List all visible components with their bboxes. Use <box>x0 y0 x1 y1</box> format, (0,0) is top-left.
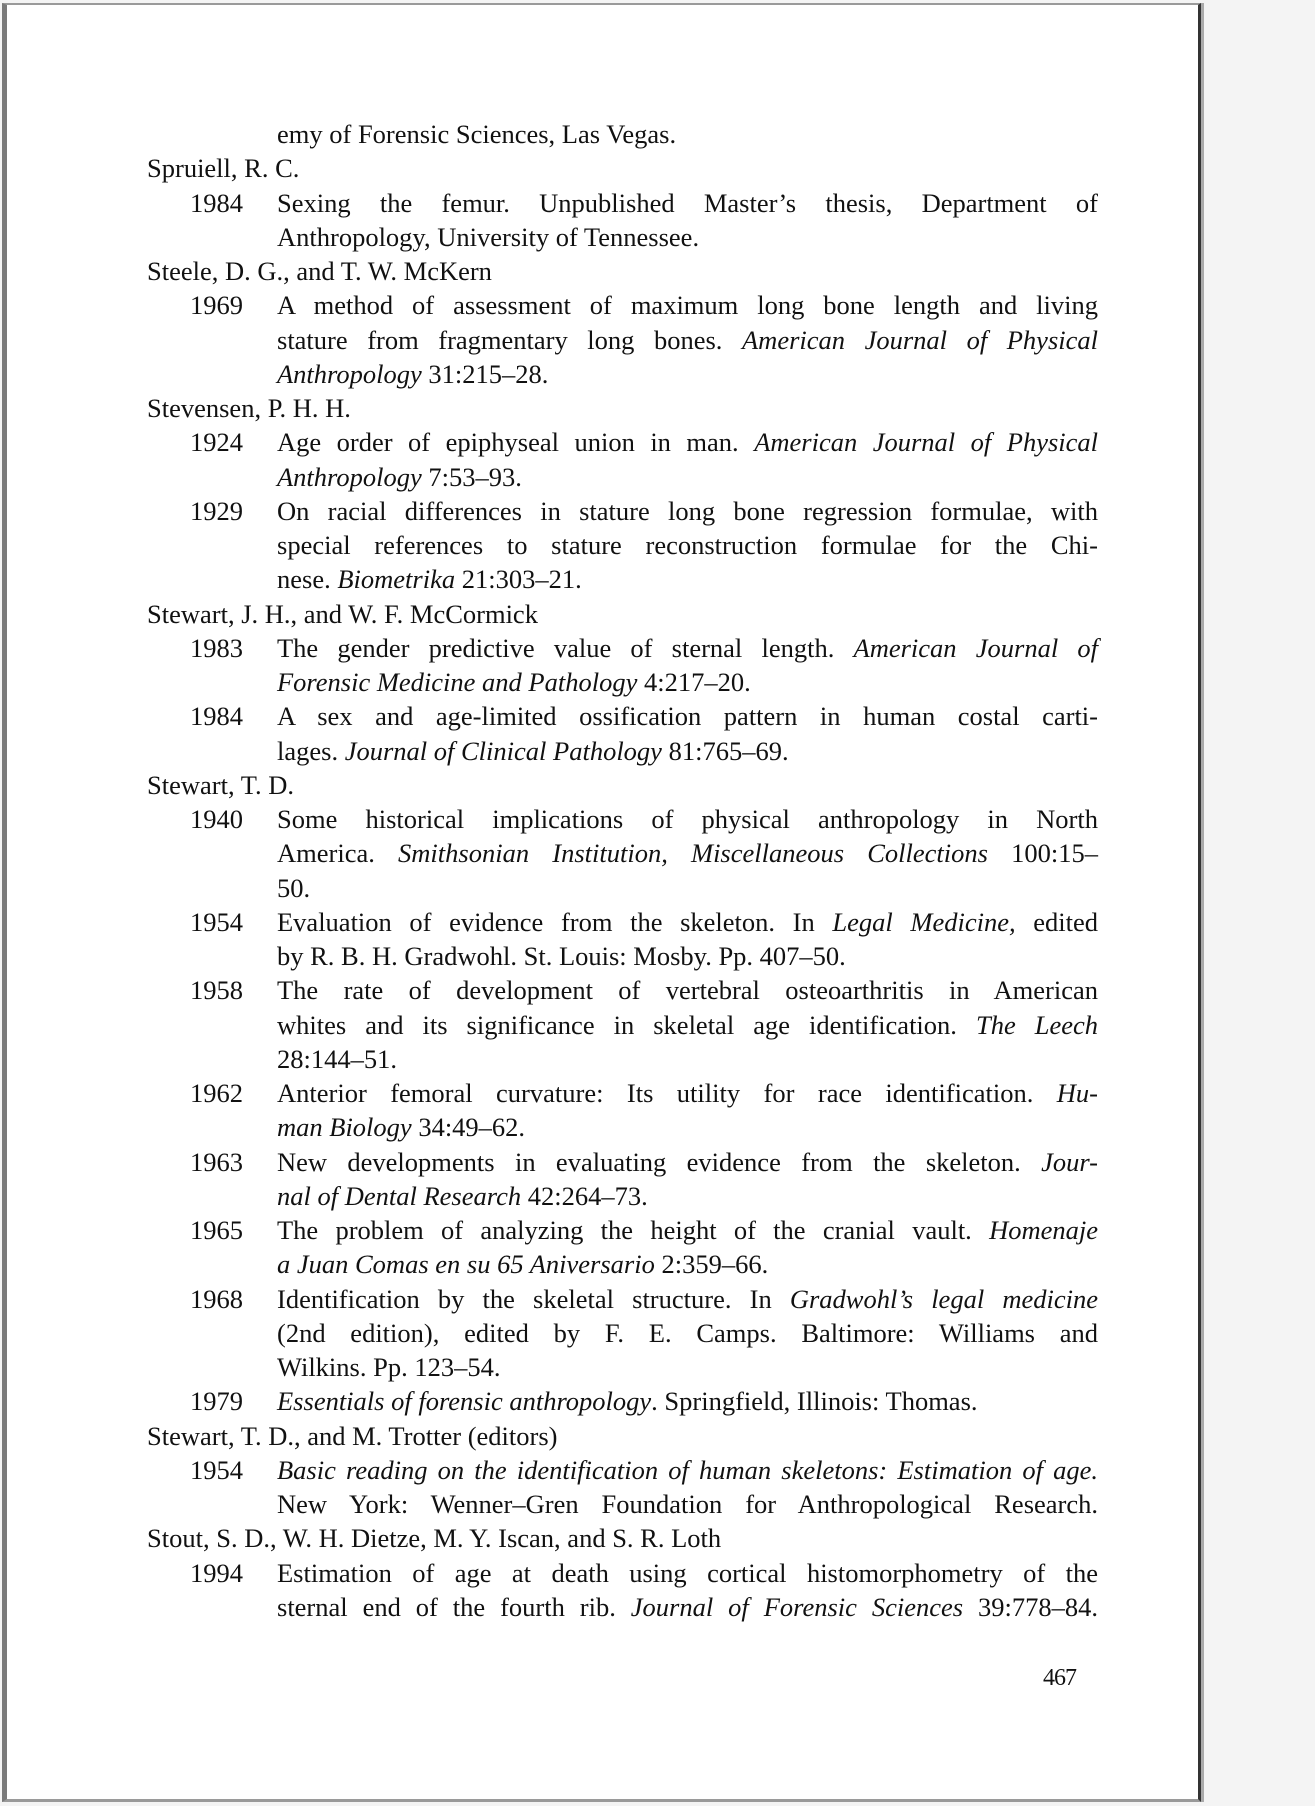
reference-year: 1954 <box>190 906 243 937</box>
reference-continuation-line <box>7 220 1198 254</box>
italic-title: Legal Medicine, <box>832 906 1016 937</box>
author-heading: Stewart, T. D. <box>147 769 294 800</box>
reference-continuation-line <box>7 1247 1198 1281</box>
text-run: special references to stature reconstruction formulae for the Chi- <box>277 530 1098 560</box>
reference-text <box>277 323 1098 357</box>
text-run: The gender predictive value of sternal length. <box>277 632 854 663</box>
italic-title: American Journal of Physical <box>754 427 1099 458</box>
reference-entry-line <box>7 1384 1198 1418</box>
reference-text <box>277 1213 1098 1247</box>
reference-text <box>277 1384 1098 1418</box>
reference-entry-line <box>7 802 1198 836</box>
reference-text <box>277 1247 1098 1281</box>
reference-year: 1962 <box>190 1078 243 1108</box>
reference-text <box>277 288 1098 322</box>
italic-title: Homenaje <box>989 1215 1098 1245</box>
italic-title: Journal of Forensic Sciences <box>630 1591 964 1622</box>
reference-continuation-line <box>7 1110 1198 1144</box>
reference-text <box>277 871 1098 905</box>
reference-year: 1954 <box>190 1454 243 1485</box>
reference-text <box>277 1042 1098 1076</box>
text-run: The rate of development of vertebral osteoarthritis in American <box>277 975 1098 1006</box>
reference-continuation-line <box>7 665 1198 699</box>
reference-year: 1929 <box>190 495 243 526</box>
reference-text <box>277 939 1098 973</box>
reference-year: 1994 <box>190 1557 243 1588</box>
italic-title: Biometrika <box>337 564 456 595</box>
reference-year: 1924 <box>190 427 243 458</box>
text-run: Anthropology, University of Tennessee. <box>277 221 700 252</box>
reference-entry-line <box>7 699 1198 733</box>
text-run: Sexing the femur. Unpublished Master’s thesis, Department of <box>277 187 1098 218</box>
reference-year: 1963 <box>190 1146 243 1177</box>
author-heading: Stout, S. D., W. H. Dietze, M. Y. Iscan, and S. R. Loth <box>147 1523 722 1554</box>
reference-continuation-line <box>7 1042 1198 1076</box>
author-heading: Steele, D. G., and T. W. McKern <box>147 256 492 286</box>
reference-year: 1984 <box>190 187 243 218</box>
reference-text <box>277 665 1098 699</box>
reference-text <box>277 117 1098 151</box>
reference-year: 1969 <box>190 290 243 321</box>
italic-title: Hu- <box>1056 1078 1098 1108</box>
text-run: Anterior femoral curvature: Its utility for race identification. <box>277 1078 1057 1108</box>
italic-title: Anthropology <box>277 461 422 492</box>
text-run: whites and its significance in skeletal age identification. <box>277 1009 976 1040</box>
reference-entry-line <box>7 1453 1198 1487</box>
reference-continuation-line <box>7 323 1198 357</box>
text-run: Identification by the skeletal structure. In <box>277 1283 790 1314</box>
reference-continuation-line <box>7 1350 1198 1384</box>
reference-entry-line <box>7 631 1198 665</box>
italic-title: man Biology <box>277 1112 412 1143</box>
reference-continuation-line <box>7 562 1198 596</box>
text-run: Wilkins. Pp. 123–54. <box>277 1352 501 1382</box>
reference-entry-line <box>7 1145 1198 1179</box>
reference-year: 1983 <box>190 632 243 663</box>
reference-text <box>277 836 1098 870</box>
text-run: stature from fragmentary long bones. <box>277 324 742 355</box>
text-run: 2:359–66. <box>654 1249 769 1280</box>
reference-text <box>277 1487 1098 1521</box>
text-run: 34:49–62. <box>411 1112 526 1143</box>
reference-text <box>277 1110 1098 1144</box>
reference-text <box>277 973 1098 1007</box>
reference-text <box>277 1076 1098 1110</box>
italic-title: nal of Dental Research <box>277 1180 522 1211</box>
reference-entry-line <box>7 288 1198 322</box>
reference-year: 1940 <box>190 804 243 834</box>
reference-year: 1979 <box>190 1386 243 1417</box>
reference-year: 1958 <box>190 975 243 1006</box>
italic-title: a Juan Comas en su 65 Aniversario <box>277 1249 655 1280</box>
italic-title: Basic reading on the identification of human skeletons: Estimation of age. <box>277 1454 1098 1485</box>
reference-text <box>277 1556 1098 1590</box>
reference-text <box>277 186 1098 220</box>
text-run: 50. <box>277 872 311 903</box>
text-run: 4:217–20. <box>637 667 751 697</box>
text-run: Estimation of age at death using cortical histomorphometry of the <box>277 1557 1098 1588</box>
reference-text <box>277 631 1098 665</box>
text-run: The problem of analyzing the height of the cranial vault. <box>277 1215 990 1245</box>
reference-continuation-line <box>7 871 1198 905</box>
italic-title: Forensic Medicine and Pathology <box>277 667 638 697</box>
text-run: 81:765–69. <box>661 735 789 766</box>
reference-entry-line <box>7 1076 1198 1110</box>
reference-continuation-line <box>7 1590 1198 1624</box>
reference-year: 1965 <box>190 1215 243 1245</box>
reference-entry-line <box>7 494 1198 528</box>
text-run: 31:215–28. <box>421 358 549 389</box>
text-run: lages. <box>277 735 345 766</box>
reference-continuation-line <box>7 1179 1198 1213</box>
reference-continuation-line <box>7 1487 1198 1521</box>
italic-title: Gradwohl’s legal medicine <box>789 1283 1098 1314</box>
reference-text <box>277 1008 1098 1042</box>
italic-title: The Leech <box>975 1009 1099 1040</box>
text-run: 7:53–93. <box>421 461 522 492</box>
reference-text <box>277 425 1098 459</box>
reference-text <box>277 734 1098 768</box>
text-run: edited <box>1015 906 1099 937</box>
text-run: . Springfield, Illinois: Thomas. <box>651 1386 978 1417</box>
text-run: 21:303–21. <box>455 564 582 595</box>
page-number: 467 <box>1043 1665 1076 1691</box>
text-run: nese. <box>277 564 338 595</box>
reference-entry-line <box>7 1213 1198 1247</box>
reference-text <box>277 1350 1098 1384</box>
italic-title: Smithsonian Institution, Miscellaneous Collections <box>398 838 988 869</box>
italic-title: Jour- <box>1041 1146 1098 1177</box>
reference-entry-line <box>7 973 1198 1007</box>
reference-entry-line <box>7 905 1198 939</box>
reference-text <box>277 1316 1098 1350</box>
reference-text <box>277 528 1098 562</box>
reference-entry-line <box>7 1282 1198 1316</box>
reference-text <box>277 802 1098 836</box>
text-run: by R. B. H. Gradwohl. St. Louis: Mosby. Pp. 407–50. <box>277 941 846 971</box>
bibliography-text <box>7 117 1198 1624</box>
reference-continuation-line <box>7 117 1198 151</box>
reference-continuation-line <box>7 734 1198 768</box>
reference-text <box>277 1590 1098 1624</box>
reference-continuation-line <box>7 460 1198 494</box>
reference-year: 1984 <box>190 701 243 732</box>
text-run: (2nd edition), edited by F. E. Camps. Baltimore: Williams and <box>277 1317 1098 1348</box>
text-run: 42:264–73. <box>521 1180 648 1211</box>
reference-text <box>277 494 1098 528</box>
italic-title: Journal of Clinical Pathology <box>344 735 662 766</box>
reference-continuation-line <box>7 1008 1198 1042</box>
reference-text <box>277 1282 1098 1316</box>
text-run: 39:778–84. <box>963 1591 1098 1622</box>
reference-year: 1968 <box>190 1283 243 1314</box>
reference-text <box>277 1179 1098 1213</box>
reference-text <box>277 699 1098 733</box>
text-run: A sex and age-limited ossification pattern in human costal carti- <box>277 701 1098 732</box>
text-run: Age order of epiphyseal union in man. <box>277 427 755 458</box>
text-run: emy of Forensic Sciences, Las Vegas. <box>277 119 677 149</box>
document-page <box>2 3 1201 1802</box>
reference-entry-line <box>7 186 1198 220</box>
text-run: New York: Wenner–Gren Foundation for Anthropological Research. <box>277 1489 1098 1519</box>
author-heading: Stewart, J. H., and W. F. McCormick <box>147 598 538 629</box>
reference-continuation-line <box>7 836 1198 870</box>
reference-entry-line <box>7 1556 1198 1590</box>
reference-text <box>277 1453 1098 1487</box>
italic-title: American Journal of Physical <box>742 324 1098 355</box>
italic-title: Essentials of forensic anthropology <box>277 1386 652 1417</box>
reference-continuation-line <box>7 939 1198 973</box>
text-run: New developments in evaluating evidence from the skeleton. <box>277 1146 1042 1177</box>
author-heading: Stewart, T. D., and M. Trotter (editors) <box>147 1420 558 1451</box>
italic-title: American Journal of <box>853 632 1098 663</box>
reference-text <box>277 460 1098 494</box>
reference-text <box>277 357 1098 391</box>
text-run: America. <box>277 838 399 869</box>
reference-text <box>277 1145 1098 1179</box>
text-run: sternal end of the fourth rib. <box>277 1591 631 1622</box>
reference-text <box>277 905 1098 939</box>
text-run: On racial differences in stature long bone regression formulae, with <box>277 495 1098 526</box>
author-heading: Spruiell, R. C. <box>147 153 300 184</box>
reference-text <box>277 562 1098 596</box>
text-run: Evaluation of evidence from the skeleton. In <box>277 906 833 937</box>
reference-text <box>277 220 1098 254</box>
text-run: A method of assessment of maximum long bone length and living <box>277 290 1098 321</box>
reference-entry-line <box>7 425 1198 459</box>
reference-continuation-line <box>7 528 1198 562</box>
author-heading: Stevensen, P. H. H. <box>147 393 351 423</box>
text-run: 28:144–51. <box>277 1043 397 1074</box>
text-run: Some historical implications of physical anthropology in North <box>277 804 1098 834</box>
italic-title: Anthropology <box>277 358 422 389</box>
reference-continuation-line <box>7 357 1198 391</box>
reference-continuation-line <box>7 1316 1198 1350</box>
text-run: 100:15– <box>987 838 1098 869</box>
